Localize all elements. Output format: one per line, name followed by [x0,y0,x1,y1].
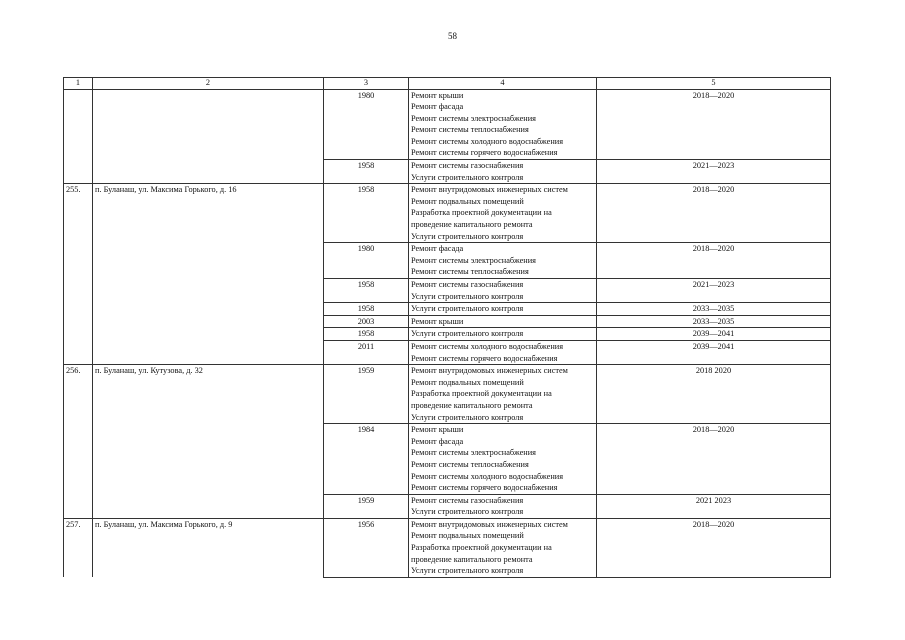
work-type: Ремонт подвальных помещений [411,377,524,387]
construction-year: 1958 [324,303,409,316]
work-type: Разработка проектной документации на [411,208,552,218]
work-type: Ремонт системы электроснабжения [411,448,536,458]
planned-period: 2018—2020 [597,518,831,577]
work-type: Услуги строительного контроля [411,566,524,576]
building-address: п. Буланаш, ул. Кутузова, д. 32 [93,365,324,519]
work-type: Разработка проектной документации на [411,389,552,399]
work-types-list [409,365,597,424]
work-type: Разработка проектной документации на [411,543,552,553]
table-row [64,184,831,243]
work-type: проведение капитального ремонта [411,554,533,564]
building-address: п. Буланаш, ул. Максима Горького, д. 16 [93,184,324,365]
work-type: Ремонт фасада [411,436,464,446]
construction-year: 1980 [324,243,409,279]
work-type: Ремонт крыши [411,425,464,435]
work-types-list [409,243,597,279]
work-type: Услуги строительного контроля [411,412,524,422]
work-type: Ремонт внутридомовых инженерных систем [411,519,568,529]
work-types-list [409,340,597,364]
construction-year: 1958 [324,279,409,303]
work-type: Ремонт крыши [411,90,464,100]
work-type: Ремонт внутридомовых инженерных систем [411,185,568,195]
work-type: Ремонт системы холодного водоснабжения [411,136,564,146]
planned-period: 2018 2020 [597,365,831,424]
work-types-list [409,89,597,160]
work-type: Ремонт системы газоснабжения [411,495,524,505]
planned-period: 2018—2020 [597,89,831,160]
work-types-list [409,315,597,328]
construction-year: 1958 [324,160,409,184]
planned-period: 2039—2041 [597,328,831,341]
work-types-list [409,184,597,243]
work-type: Услуги строительного контроля [411,172,524,182]
work-type: Ремонт внутридомовых инженерных систем [411,366,568,376]
construction-year: 1958 [324,184,409,243]
work-type: Ремонт системы горячего водоснабжения [411,148,558,158]
capital-repair-table [63,77,831,578]
work-types-list [409,424,597,495]
construction-year: 1959 [324,494,409,518]
planned-period: 2018—2020 [597,424,831,495]
planned-period: 2021—2023 [597,279,831,303]
item-number: 255. [64,184,93,365]
work-type: проведение капитального ремонта [411,220,533,230]
work-type: Услуги строительного контроля [411,291,524,301]
item-number: 257. [64,518,93,577]
work-type: Услуги строительного контроля [411,304,524,314]
table-row [64,365,831,424]
column-header: 1 [64,78,93,90]
column-header: 5 [597,78,831,90]
table-row [64,89,831,160]
building-address [93,89,324,184]
work-type: Ремонт подвальных помещений [411,531,524,541]
item-number [64,89,93,184]
work-types-list [409,160,597,184]
page-number: 58 [448,31,457,41]
planned-period: 2021—2023 [597,160,831,184]
planned-period: 2021 2023 [597,494,831,518]
planned-period: 2039—2041 [597,340,831,364]
work-types-list [409,494,597,518]
planned-period: 2018—2020 [597,243,831,279]
work-type: Услуги строительного контроля [411,329,524,339]
construction-year: 1958 [324,328,409,341]
work-type: Ремонт системы электроснабжения [411,255,536,265]
construction-year: 1984 [324,424,409,495]
item-number: 256. [64,365,93,519]
planned-period: 2033—2035 [597,315,831,328]
work-type: Ремонт системы теплоснабжения [411,459,529,469]
work-type: Ремонт фасада [411,102,464,112]
work-type: Услуги строительного контроля [411,231,524,241]
column-header: 4 [409,78,597,90]
table-header-row [64,78,831,90]
work-type: Ремонт системы электроснабжения [411,113,536,123]
work-type: Ремонт системы теплоснабжения [411,267,529,277]
construction-year: 1956 [324,518,409,577]
work-types-list [409,328,597,341]
work-type: Ремонт системы теплоснабжения [411,125,529,135]
construction-year: 1959 [324,365,409,424]
work-type: Ремонт системы газоснабжения [411,280,524,289]
work-type: Ремонт фасада [411,244,464,254]
construction-year: 1980 [324,89,409,160]
work-type: Услуги строительного контроля [411,507,524,517]
work-type: Ремонт системы горячего водоснабжения [411,483,558,493]
work-type: Ремонт системы горячего водоснабжения [411,353,558,363]
construction-year: 2011 [324,340,409,364]
work-types-list [409,279,597,303]
work-type: Ремонт подвальных помещений [411,196,524,206]
column-header: 3 [324,78,409,90]
planned-period: 2033—2035 [597,303,831,316]
planned-period: 2018—2020 [597,184,831,243]
work-type: Ремонт системы холодного водоснабжения [411,341,564,351]
column-header: 2 [93,78,324,90]
work-types-list [409,303,597,316]
building-address: п. Буланаш, ул. Максима Горького, д. 9 [93,518,324,577]
work-type: Ремонт крыши [411,316,464,326]
work-types-list [409,518,597,577]
construction-year: 2003 [324,315,409,328]
table-row [64,518,831,577]
work-type: Ремонт системы газоснабжения [411,161,524,171]
work-type: проведение капитального ремонта [411,400,533,410]
work-type: Ремонт системы холодного водоснабжения [411,471,564,481]
